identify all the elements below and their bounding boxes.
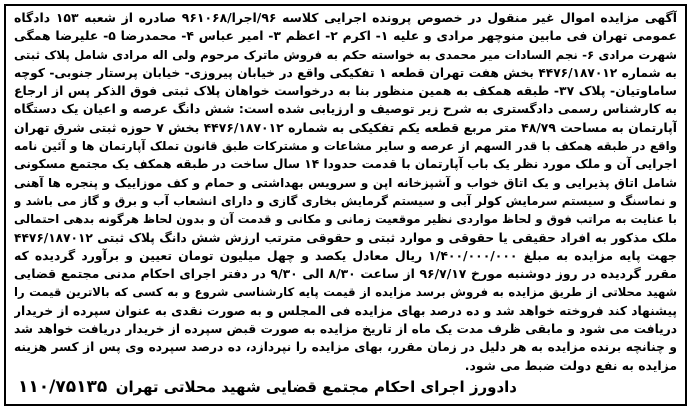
notice-line-19: و چنانچه برنده مزایده به هر دلیل در زمان مقرر، بهای مزایده را نپردازد، ده درصد سپرده وی پس از کسر هزینه [14,340,677,355]
notice-line-13: ملک مذکور به افراد حقیقی یا حقوقی و موارد ثبتی و حقوقی مترتب ارزش شش دانگ پلاک ثبتی ۴۴۷۶/۱۸۷۰۱۲ [14,230,677,245]
issuer-signature: دادورز اجرای احکام مجتمع قضایی شهید محلاتی تهران [115,378,517,396]
notice-line-8: واقع در طبقه همکف با قدر السهم از عرصه و سایر مشاعات و مشترکات طبق قانون تملک آپارتمان ها و آئین نامه [14,139,677,154]
notice-line-14: جهت پایه مزایده به مبلغ ۱/۴۰۰/۰۰۰/۰۰۰ ریال معادل یکصد و چهل میلیون تومان تعیین و برآورد گردیده که [14,247,677,263]
notice-line-3: شهرت مرادی ۶- نجم السادات میر محمدی به خواسته حکم به فروش ماترک مرحوم ولی اله مرادی شامل پلاک ثبتی [14,47,677,62]
reference-number: ۱۱۰/۷۵۱۳۵ [18,377,108,397]
notice-line-20: مزایده به نفع دولت ضبط می شود. [464,357,677,373]
auction-notice [4,4,687,406]
notice-line-16: شهید محلاتی از طریق مزایده به فروش برسد مزایده از قیمت پایه کارشناسی شروع و به کسی که بالاترین قیمت را [14,285,677,300]
notice-line-5: ساماوتیان- پلاک ۳۷- طبقه همکف به همین منظور بنا به درخواست خواهان پلاک ثبتی فوق الذکر پس از ارجاع [14,83,677,99]
notice-line-17: پیشنهاد کند فروخته خواهد شد و ده درصد بهای مزایده فی المجلس و به صورت نقدی به عنوان سپرده از خریدار [14,303,677,318]
notice-footer [14,374,677,398]
notice-line-4: به شماره ۴۴۷۶/۱۸۷۰۱۲ بخش هفت تهران قطعه ۱ تفکیکی واقع در خیابان پیروزی- خیابان پرستار جنوبی- کوچه [14,65,677,80]
notice-line-15: مقرر گردیده در روز دوشنبه مورخ ۹۶/۷/۱۷ از ساعت ۸/۳۰ الی ۹/۳۰ در دفتر اجرای احکام مدنی مجتمع قضایی [14,266,677,282]
notice-line-2: عمومی تهران فی مابین منوچهر مرادی و علیه ۱- اکرم ۲- اعظم ۳- امیر عباس ۴- محمدرضا ۵- علیرضا همگی [14,28,677,44]
notice-body [14,9,677,375]
notice-line-9: اجرایی آن و ملک مورد نظر یک باب آپارتمان با قدمت حدودا ۱۴ سال ساخت در طبقه همکف یک مجتمع مسکونی [14,157,677,172]
notice-line-7: آپارتمان به مساحت ۴۸/۷۹ متر مربع قطعه یکم تفکیکی به شماره ۴۴۷۶/۱۸۷۰۱۲ بخش ۷ حوزه ثبتی شرق تهران [14,119,677,135]
notice-line-12: با عنایت به مراتب فوق و لحاظ مواردی نظیر موقعیت زمانی و مکانی و قدمت آن و بدون لحاظ هرگونه بدهی احتمالی [14,212,677,227]
notice-line-1: آگهی مزایده اموال غیر منقول در خصوص پرونده اجرایی کلاسه ۹۶/اجرا/۹۶۱۰۶۸ صادره از شعبه ۱۵۳ دادگاه [14,10,677,25]
notice-line-6: به کارشناس رسمی دادگستری به شرح زیر توصیف و ارزیابی شده است: شش دانگ عرصه و اعیان یک دستگاه [14,101,677,117]
notice-line-10: شامل اتاق پذیرایی و یک اتاق خواب و آشپزخانه اپن و سرویس بهداشتی و حمام و کف موزاییک و پنجره ها آهنی [14,175,677,190]
notice-line-11: و نماسنگ و سیستم سرمایش کولر آبی و سیستم گرمایش بخاری گازی و دارای انشعاب آب و برق و گاز می باشد و [14,193,677,208]
notice-line-18: دریافت می شود و مابقی ظرف مدت یک ماه از تاریخ مزایده به صورت قبض سپرده از خریدار دریافت خواهد شد [14,322,677,337]
